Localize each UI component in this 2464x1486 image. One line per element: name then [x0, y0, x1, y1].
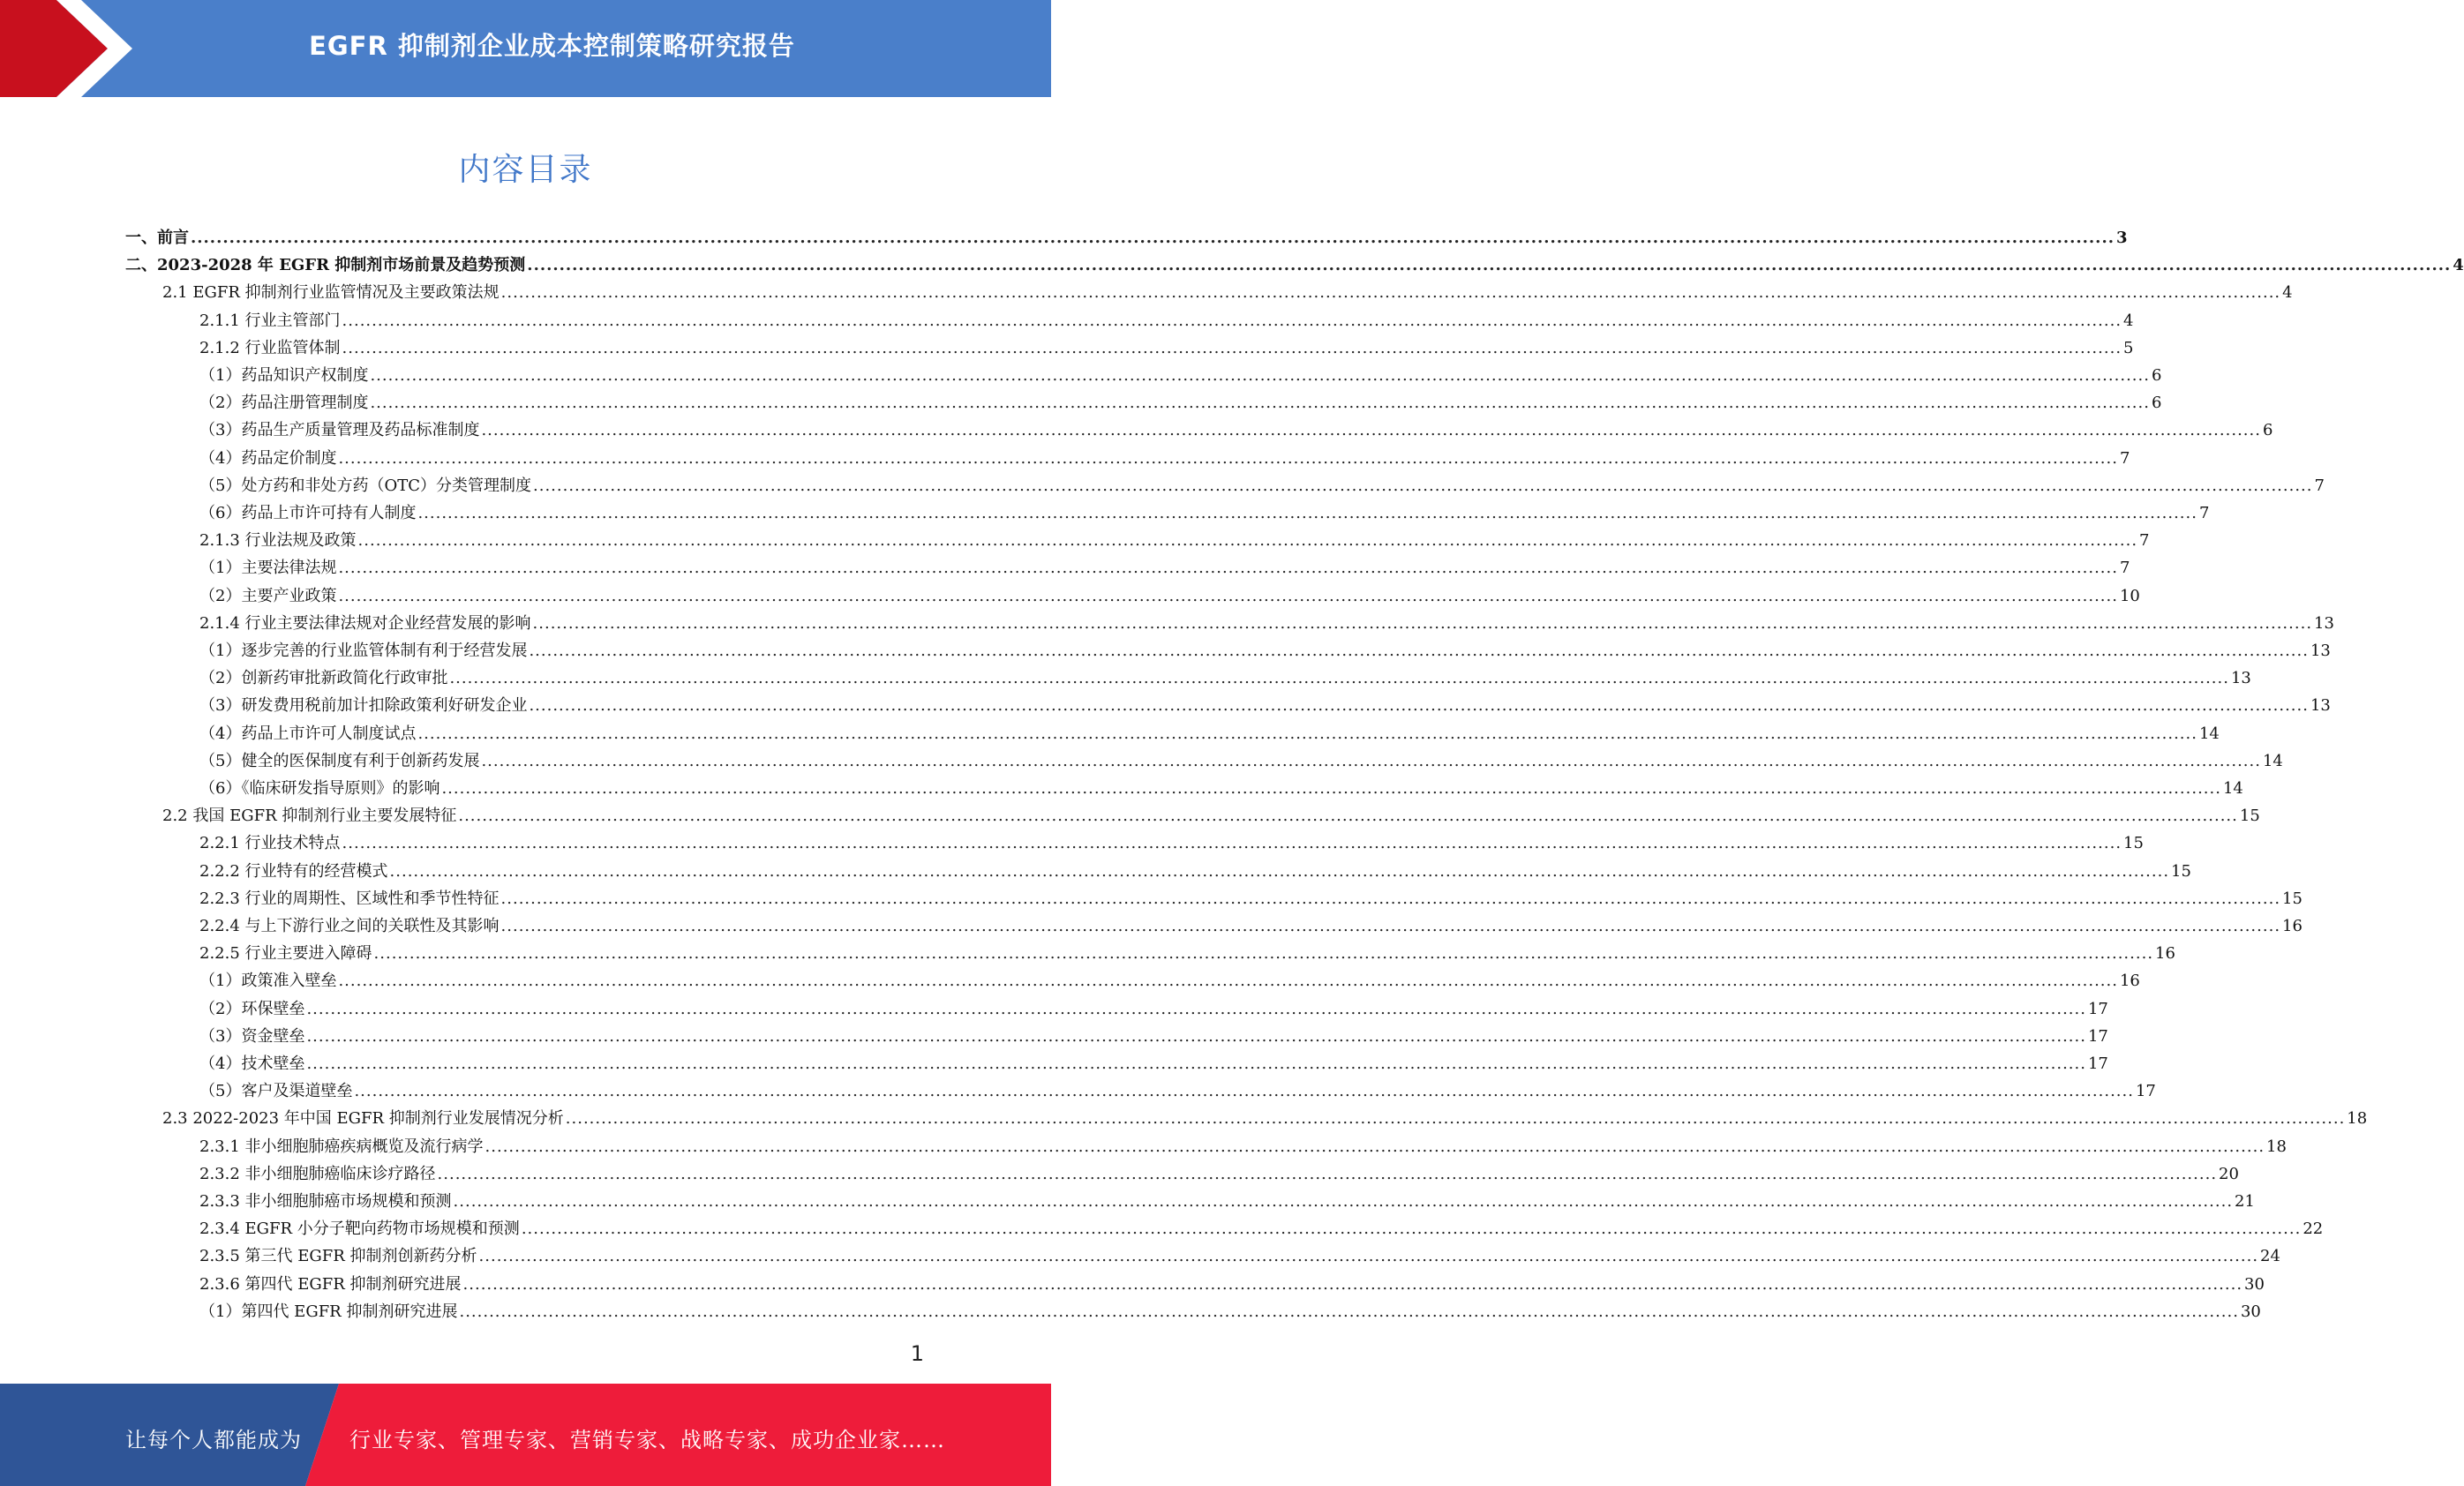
- toc-entry-page: 16: [2155, 944, 2175, 964]
- toc-entry-title: （4）药品定价制度: [199, 448, 337, 468]
- toc-entry-title: 二、2023-2028 年 EGFR 抑制剂市场前景及趋势预测: [125, 256, 526, 275]
- toc-entry-title: 2.1 EGFR 抑制剂行业监管情况及主要政策法规: [162, 283, 500, 303]
- toc-entry[interactable]: [199, 720, 2220, 747]
- toc-entry[interactable]: [199, 499, 2210, 527]
- toc-entry-page: 30: [2244, 1274, 2265, 1294]
- toc-dot-leader: ............................................................................................................................................................................................................................................................................................................: [437, 1164, 2218, 1183]
- toc-entry-title: 2.3.2 非小细胞肺癌临床诊疗路径: [199, 1164, 436, 1183]
- toc-entry-title: （1）政策准入壁垒: [199, 972, 337, 991]
- toc-entry-page: 20: [2219, 1164, 2239, 1183]
- toc-entry-title: （4）技术壁垒: [199, 1054, 305, 1073]
- toc-entry-page: 21: [2235, 1192, 2255, 1211]
- toc-entry[interactable]: [199, 885, 2302, 912]
- toc-entry-title: （4）药品上市许可人制度试点: [199, 724, 417, 743]
- toc-entry-page: 7: [2198, 504, 2210, 522]
- toc-entry-title: 2.2.1 行业技术特点: [199, 834, 341, 853]
- toc-entry[interactable]: [199, 1160, 2239, 1188]
- toc-entry-page: 6: [2262, 421, 2273, 440]
- toc-entry-title: 2.2.5 行业主要进入障碍: [199, 944, 372, 964]
- footer-banner: [0, 1384, 1051, 1486]
- toc-entry-page: 4: [2123, 311, 2134, 330]
- toc-entry-title: （2）药品注册管理制度: [199, 394, 369, 413]
- toc-entry-page: 17: [2087, 1054, 2108, 1073]
- toc-entry-page: 5: [2123, 338, 2134, 357]
- toc-entry[interactable]: [199, 967, 2140, 994]
- toc-entry-page: 15: [2171, 861, 2191, 881]
- toc-entry-title: 2.2.2 行业特有的经营模式: [199, 861, 388, 881]
- toc-entry-page: 3: [2115, 229, 2128, 247]
- toc-entry-title: （5）健全的医保制度有利于创新药发展: [199, 751, 480, 770]
- toc-entry[interactable]: [199, 664, 2251, 692]
- toc-entry[interactable]: [199, 747, 2283, 775]
- toc-entry[interactable]: [162, 279, 2293, 306]
- toc-dot-leader: ............................................................................................................................................................................................................................................................................................................: [338, 448, 2118, 468]
- toc-entry-page: 4: [2282, 283, 2293, 303]
- toc-dot-leader: ............................................................................................................................................................................................................................................................................................................: [338, 559, 2118, 578]
- toc-entry-title: （5）客户及渠道壁垒: [199, 1082, 353, 1101]
- toc-entry-page: 6: [2151, 366, 2162, 385]
- toc-dot-leader: ............................................................................................................................................................................................................................................................................................................: [478, 1247, 2259, 1266]
- toc-entry[interactable]: [199, 1077, 2156, 1105]
- toc-dot-leader: ............................................................................................................................................................................................................................................................................................................: [370, 394, 2150, 413]
- toc-entry-title: 2.3.4 EGFR 小分子靶向药物市场规模和预测: [199, 1220, 520, 1239]
- toc-dot-leader: ............................................................................................................................................................................................................................................................................................................: [529, 696, 2309, 716]
- toc-entry-title: 2.2.4 与上下游行业之间的关联性及其影响: [199, 917, 500, 935]
- toc-dot-leader: ............................................................................................................................................................................................................................................................................................................: [462, 1274, 2243, 1294]
- toc-entry-title: 2.3.5 第三代 EGFR 抑制剂创新药分析: [199, 1247, 477, 1266]
- toc-entry-page: 4: [2453, 256, 2464, 275]
- toc-entry-title: （1）逐步完善的行业监管体制有利于经营发展: [199, 642, 528, 660]
- toc-entry[interactable]: [199, 912, 2302, 940]
- toc-entry[interactable]: [199, 775, 2243, 802]
- toc-dot-leader: ............................................................................................................................................................................................................................................................................................................: [338, 972, 2118, 991]
- toc-dot-leader: ............................................................................................................................................................................................................................................................................................................: [357, 531, 2138, 551]
- toc-entry[interactable]: [199, 362, 2162, 389]
- toc-dot-leader: ............................................................................................................................................................................................................................................................................................................: [342, 834, 2122, 853]
- header-band: [0, 0, 1051, 97]
- toc-dot-leader: ............................................................................................................................................................................................................................................................................................................: [342, 338, 2122, 357]
- toc-entry[interactable]: [199, 1188, 2255, 1215]
- toc-entry-page: 18: [2347, 1109, 2368, 1129]
- toc-entry[interactable]: [199, 472, 2325, 499]
- toc-entry-page: 7: [2314, 476, 2325, 495]
- toc-entry[interactable]: [162, 1105, 2368, 1132]
- toc-entry-title: 2.2.3 行业的周期性、区域性和季节性特征: [199, 889, 500, 908]
- toc-entry-page: 7: [2119, 448, 2130, 468]
- toc-entry-page: 10: [2119, 586, 2140, 605]
- toc-dot-leader: ............................................................................................................................................................................................................................................................................................................: [529, 642, 2309, 660]
- toc-dot-leader: ............................................................................................................................................................................................................................................................................................................: [500, 889, 2281, 908]
- toc-entry-page: 14: [2262, 751, 2283, 770]
- toc-dot-leader: ............................................................................................................................................................................................................................................................................................................: [532, 613, 2313, 633]
- toc-entry-title: （2）主要产业政策: [199, 586, 337, 605]
- toc-entry-title: 2.3.6 第四代 EGFR 抑制剂研究进展: [199, 1274, 462, 1294]
- toc-dot-leader: ............................................................................................................................................................................................................................................................................................................: [370, 366, 2150, 385]
- toc-entry-title: （1）第四代 EGFR 抑制剂研究进展: [199, 1302, 458, 1321]
- toc-dot-leader: ............................................................................................................................................................................................................................................................................................................: [533, 476, 2313, 495]
- toc-entry-page: 30: [2240, 1302, 2261, 1321]
- toc-dot-leader: ............................................................................................................................................................................................................................................................................................................: [417, 724, 2197, 743]
- toc-entry-title: 2.3.3 非小细胞肺癌市场规模和预测: [199, 1192, 452, 1211]
- toc-entry-title: （1）药品知识产权制度: [199, 366, 369, 385]
- toc-entry[interactable]: [199, 829, 2144, 857]
- toc-entry[interactable]: [199, 637, 2331, 664]
- toc-dot-leader: ............................................................................................................................................................................................................................................................................................................: [521, 1220, 2302, 1239]
- toc-entry-page: 7: [2119, 559, 2130, 578]
- toc-entry-title: （3）资金壁垒: [199, 1026, 305, 1046]
- toc-entry-page: 18: [2266, 1137, 2287, 1156]
- toc-dot-leader: ............................................................................................................................................................................................................................................................................................................: [565, 1109, 2346, 1129]
- toc-dot-leader: ............................................................................................................................................................................................................................................................................................................: [485, 1137, 2265, 1156]
- toc-entry[interactable]: [199, 554, 2130, 582]
- toc-entry[interactable]: [199, 417, 2273, 444]
- toc-entry-title: （2）创新药审批新政简化行政审批: [199, 669, 448, 688]
- toc-entry-title: 2.2 我国 EGFR 抑制剂行业主要发展特征: [162, 807, 457, 826]
- toc-dot-leader: ............................................................................................................................................................................................................................................................................................................: [354, 1082, 2134, 1101]
- toc-entry-title: （3）研发费用税前加计扣除政策利好研发企业: [199, 696, 528, 716]
- page-number: 1: [910, 1341, 924, 1366]
- toc-entry[interactable]: [199, 1050, 2108, 1077]
- toc-dot-leader: ............................................................................................................................................................................................................................................................................................................: [306, 999, 2086, 1018]
- toc-entry-title: 2.3 2022-2023 年中国 EGFR 抑制剂行业发展情况分析: [162, 1109, 564, 1129]
- toc-dot-leader: ............................................................................................................................................................................................................................................................................................................: [191, 229, 2115, 247]
- toc-entry-page: 6: [2151, 394, 2162, 413]
- toc-entry-page: 22: [2302, 1220, 2324, 1239]
- toc-dot-leader: ............................................................................................................................................................................................................................................................................................................: [500, 917, 2281, 935]
- toc-entry[interactable]: [199, 1215, 2324, 1242]
- toc-dot-leader: ............................................................................................................................................................................................................................................................................................................: [441, 779, 2221, 798]
- toc-dot-leader: ............................................................................................................................................................................................................................................................................................................: [459, 1302, 2239, 1321]
- toc-dot-leader: ............................................................................................................................................................................................................................................................................................................: [373, 944, 2154, 964]
- toc-entry-title: 2.3.1 非小细胞肺癌疾病概览及流行病学: [199, 1137, 484, 1156]
- toc-entry-title: 2.1.3 行业法规及政策: [199, 531, 357, 551]
- toc-entry-title: （1）主要法律法规: [199, 559, 337, 578]
- toc-entry-page: 16: [2282, 917, 2302, 935]
- toc-dot-leader: ............................................................................................................................................................................................................................................................................................................: [342, 311, 2122, 330]
- toc-dot-leader: ............................................................................................................................................................................................................................................................................................................: [481, 421, 2261, 440]
- toc-entry-title: （6）药品上市许可持有人制度: [199, 504, 417, 522]
- toc-heading: 内容目录: [458, 152, 593, 188]
- toc-entry-page: 17: [2087, 999, 2108, 1018]
- toc-entry-page: 13: [2230, 669, 2251, 688]
- toc-entry-page: 15: [2239, 807, 2260, 826]
- toc-entry-page: 14: [2198, 724, 2220, 743]
- toc-entry-page: 15: [2123, 834, 2144, 853]
- toc-entry[interactable]: [162, 802, 2260, 829]
- toc-entry-page: 14: [2222, 779, 2243, 798]
- toc-entry-page: 15: [2282, 889, 2302, 908]
- toc-entry[interactable]: [199, 1133, 2287, 1160]
- toc-entry-title: 2.1.2 行业监管体制: [199, 338, 341, 357]
- footer-slogan-left: 让每个人都能成为: [125, 1428, 302, 1452]
- toc-entry-title: （2）环保壁垒: [199, 999, 305, 1018]
- toc-dot-leader: ............................................................................................................................................................................................................................................................................................................: [500, 283, 2281, 303]
- toc-entry-title: 2.1.4 行业主要法律法规对企业经营发展的影响: [199, 613, 531, 633]
- toc-entry[interactable]: [199, 1023, 2108, 1050]
- toc-dot-leader: ............................................................................................................................................................................................................................................................................................................: [527, 256, 2452, 275]
- toc-entry-page: 13: [2310, 642, 2331, 660]
- toc-entry-title: 一、前言: [125, 229, 189, 247]
- toc-entry[interactable]: [199, 692, 2331, 719]
- toc-entry[interactable]: [125, 251, 2464, 279]
- toc-dot-leader: ............................................................................................................................................................................................................................................................................................................: [389, 861, 2170, 881]
- toc-dot-leader: ............................................................................................................................................................................................................................................................................................................: [306, 1054, 2086, 1073]
- toc-entry[interactable]: [199, 1242, 2280, 1270]
- toc-dot-leader: ............................................................................................................................................................................................................................................................................................................: [481, 751, 2261, 770]
- toc-entry[interactable]: [199, 1298, 2261, 1325]
- toc-entry-page: 17: [2087, 1026, 2108, 1046]
- toc-entry-page: 16: [2119, 972, 2140, 991]
- toc-dot-leader: ............................................................................................................................................................................................................................................................................................................: [449, 669, 2229, 688]
- toc-entry-title: （6）《临床研发指导原则》的影响: [199, 779, 440, 798]
- toc-entry-page: 17: [2135, 1082, 2156, 1101]
- toc-entry-page: 24: [2260, 1247, 2280, 1266]
- toc-dot-leader: ............................................................................................................................................................................................................................................................................................................: [306, 1026, 2086, 1046]
- toc-entry[interactable]: [199, 940, 2175, 967]
- footer-slogan-right: 行业专家、管理专家、营销专家、战略专家、成功企业家……: [349, 1428, 945, 1452]
- toc-entry-title: （3）药品生产质量管理及药品标准制度: [199, 421, 480, 440]
- toc-entry[interactable]: [199, 445, 2130, 472]
- toc-entry[interactable]: [125, 224, 2128, 251]
- toc-entry[interactable]: [199, 858, 2191, 885]
- toc-entry[interactable]: [199, 527, 2150, 554]
- toc-entry-page: 13: [2310, 696, 2331, 716]
- toc-entry[interactable]: [199, 1271, 2265, 1298]
- toc-entry[interactable]: [199, 307, 2134, 334]
- toc-entry-page: 13: [2314, 613, 2334, 633]
- toc-entry[interactable]: [199, 995, 2108, 1023]
- toc-entry[interactable]: [199, 610, 2334, 637]
- toc-entry[interactable]: [199, 334, 2134, 362]
- toc-entry-title: （5）处方药和非处方药（OTC）分类管理制度: [199, 476, 531, 495]
- toc-dot-leader: ............................................................................................................................................................................................................................................................................................................: [338, 586, 2118, 605]
- toc-entry[interactable]: [199, 389, 2162, 417]
- toc-dot-leader: ............................................................................................................................................................................................................................................................................................................: [458, 807, 2238, 826]
- toc-dot-leader: ............................................................................................................................................................................................................................................................................................................: [417, 504, 2197, 522]
- toc-entry-page: 7: [2139, 531, 2150, 551]
- toc-entry[interactable]: [199, 582, 2140, 610]
- toc-entry-title: 2.1.1 行业主管部门: [199, 311, 341, 330]
- report-title: EGFR 抑制剂企业成本控制策略研究报告: [309, 31, 795, 61]
- toc-dot-leader: ............................................................................................................................................................................................................................................................................................................: [453, 1192, 2234, 1211]
